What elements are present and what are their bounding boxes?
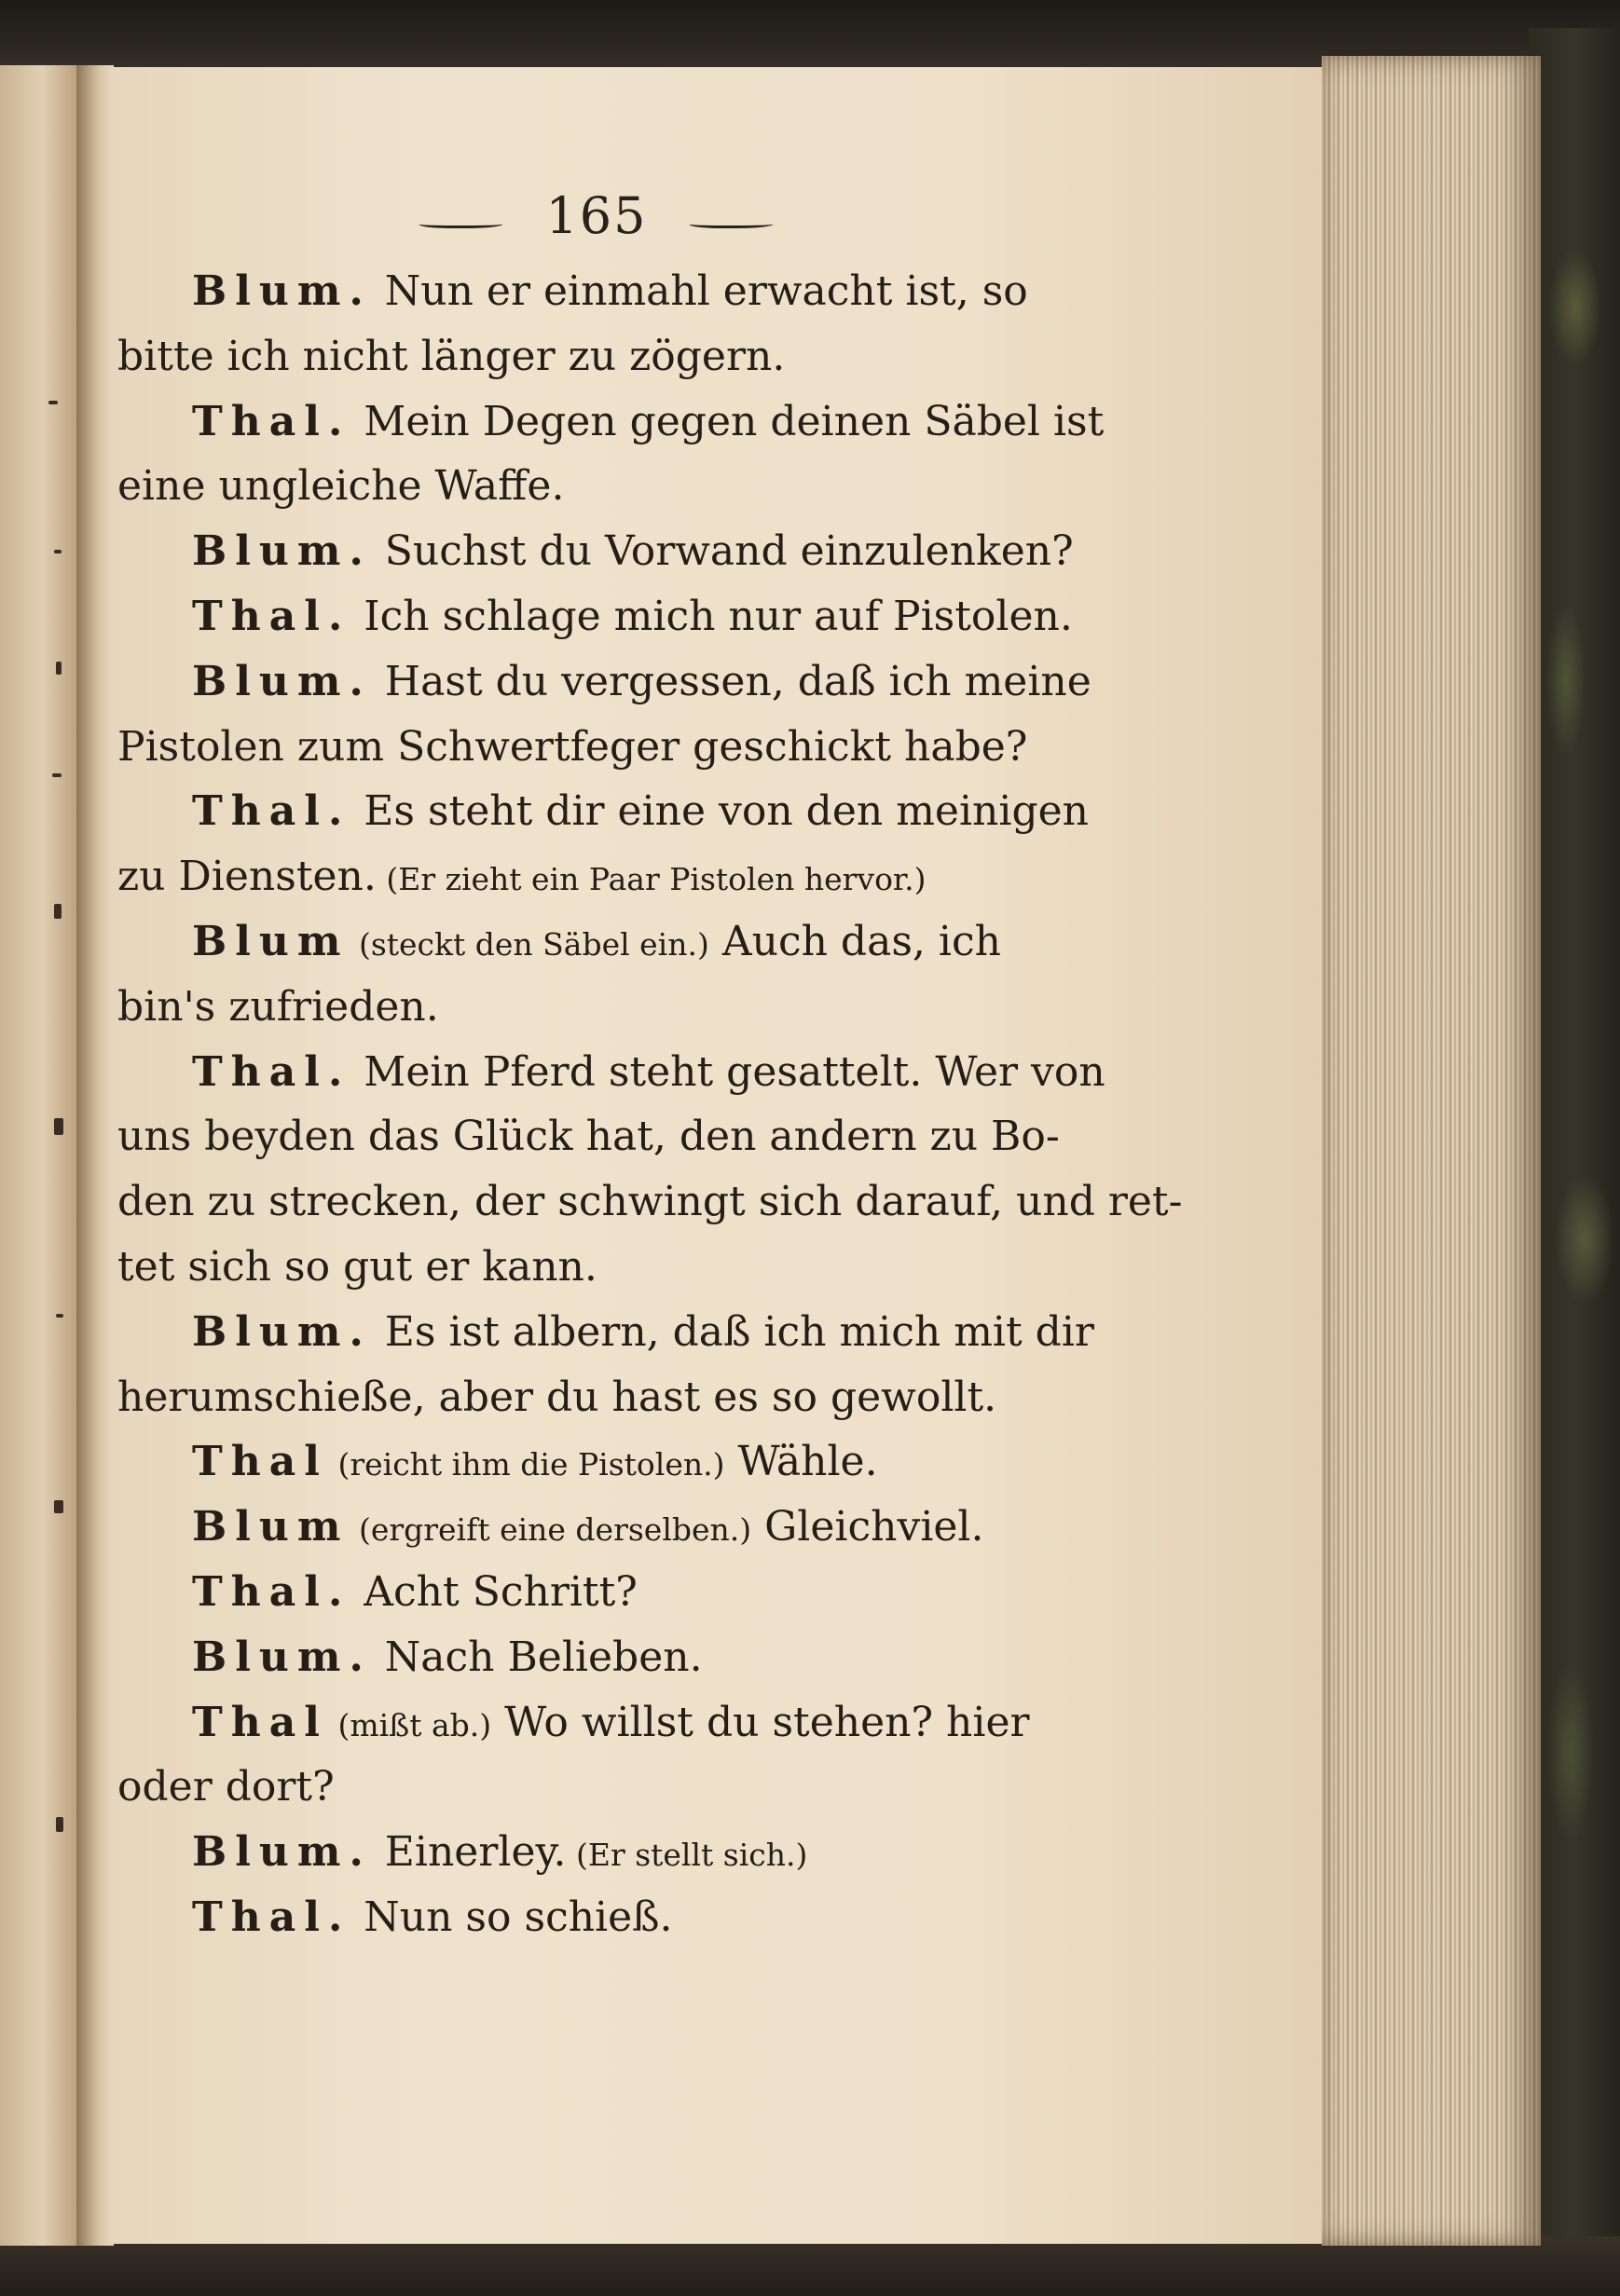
stage-direction: (Er stellt sich.) [566,1837,808,1873]
speaker-name: Blum. [192,527,372,575]
text-line [192,521,1074,586]
line-text: zu Diensten. [117,853,377,900]
speaker-name: Blum. [192,1308,372,1356]
left-page-mark [54,1500,63,1513]
page-edges [1322,56,1541,2246]
text-line [192,1822,807,1887]
stage-direction: (steckt den Säbel ein.) [349,926,709,963]
speaker-name: Blum [192,918,350,965]
text-line [192,1302,1094,1367]
text-line [192,911,1001,977]
line-text: Es steht dir eine von den meinigen [350,787,1089,835]
speaker-name: Blum. [192,1828,372,1876]
line-text: den zu strecken, der schwingt sich darauf, und ret- [117,1178,1183,1225]
line-text: Hast du vergessen, daß ich meine [371,658,1091,705]
page-number: 165 [545,186,648,245]
speaker-name: Blum. [192,658,372,705]
left-page-mark [56,662,62,675]
text-line [192,1042,1105,1107]
book-cover-edge [1529,28,1620,2296]
text-line [192,586,1073,651]
line-text: uns beyden das Glück hat, den andern zu Bo- [117,1113,1060,1160]
text-line [192,1496,983,1562]
line-text: eine ungleiche Waffe. [117,462,565,510]
speaker-name: Blum [192,1503,350,1551]
speaker-name: Thal. [192,787,351,835]
speaker-name: Blum. [192,1633,372,1681]
stage-direction: (mißt ab.) [327,1707,492,1743]
page-gutter [76,65,114,2246]
text-line [117,717,1027,782]
text-line [192,1692,1030,1757]
stage-direction: (ergreift eine derselben.) [349,1511,752,1548]
text-line [117,1171,1182,1237]
text-line [117,1237,597,1302]
line-text: Gleichviel. [751,1503,984,1551]
left-page-mark [54,550,62,554]
line-text: Suchst du Vorwand einzulenken? [371,527,1074,575]
page-header [419,186,774,252]
line-text: oder dort? [117,1763,335,1811]
line-text: Mein Pferd steht gesattelt. Wer von [350,1048,1105,1096]
left-page-mark [54,1118,63,1135]
left-page-edge [0,65,78,2246]
text-line [192,1627,703,1692]
line-text: Mein Degen gegen deinen Säbel ist [350,398,1105,445]
ornament-right [688,218,776,228]
line-text: Acht Schritt? [350,1568,638,1616]
speaker-name: Thal. [192,1568,351,1616]
line-text: Wähle. [724,1438,878,1485]
text-line [117,456,564,521]
line-text: bitte ich nicht länger zu zögern. [117,333,786,380]
stage-direction: (Er zieht ein Paar Pistolen hervor.) [376,861,927,897]
text-line [117,326,785,391]
text-line [192,1887,673,1952]
line-text: Auch das, ich [708,918,1001,965]
line-text: Es ist albern, daß ich mich mit dir [371,1308,1094,1356]
speaker-name: Thal. [192,1048,351,1096]
text-line [192,781,1089,846]
text-line [192,1431,878,1496]
text-line [117,1756,335,1822]
speaker-name: Thal. [192,593,351,640]
line-text: Nach Belieben. [371,1633,703,1681]
left-page-mark [48,401,58,404]
speaker-name: Thal. [192,1893,351,1941]
line-text: tet sich so gut er kann. [117,1243,597,1291]
left-page-mark [56,1817,63,1832]
speaker-name: Blum. [192,267,372,315]
text-line [192,1562,638,1627]
left-page-mark [52,773,62,777]
speaker-name: Thal. [192,398,351,445]
text-line [117,1106,1060,1171]
left-page-mark [54,904,62,919]
line-text: Ich schlage mich nur auf Pistolen. [350,593,1073,640]
line-text: Einerley. [371,1828,567,1876]
line-text: Nun er einmahl erwacht ist, so [371,267,1028,315]
text-line [192,391,1104,457]
line-text: bin's zufrieden. [117,983,439,1031]
text-line [117,1367,996,1432]
text-line [117,977,439,1042]
text-line [117,846,926,911]
line-text: herumschieße, aber du hast es so gewollt. [117,1374,997,1421]
speaker-name: Thal [192,1699,328,1746]
line-text: Wo willst du stehen? hier [491,1699,1030,1746]
left-page-mark [56,1314,63,1318]
text-line [192,651,1091,717]
speaker-name: Thal [192,1438,328,1485]
text-line [192,261,1028,326]
stage-direction: (reicht ihm die Pistolen.) [327,1446,725,1483]
line-text: Nun so schieß. [350,1893,673,1941]
line-text: Pistolen zum Schwertfeger geschickt habe? [117,723,1028,771]
